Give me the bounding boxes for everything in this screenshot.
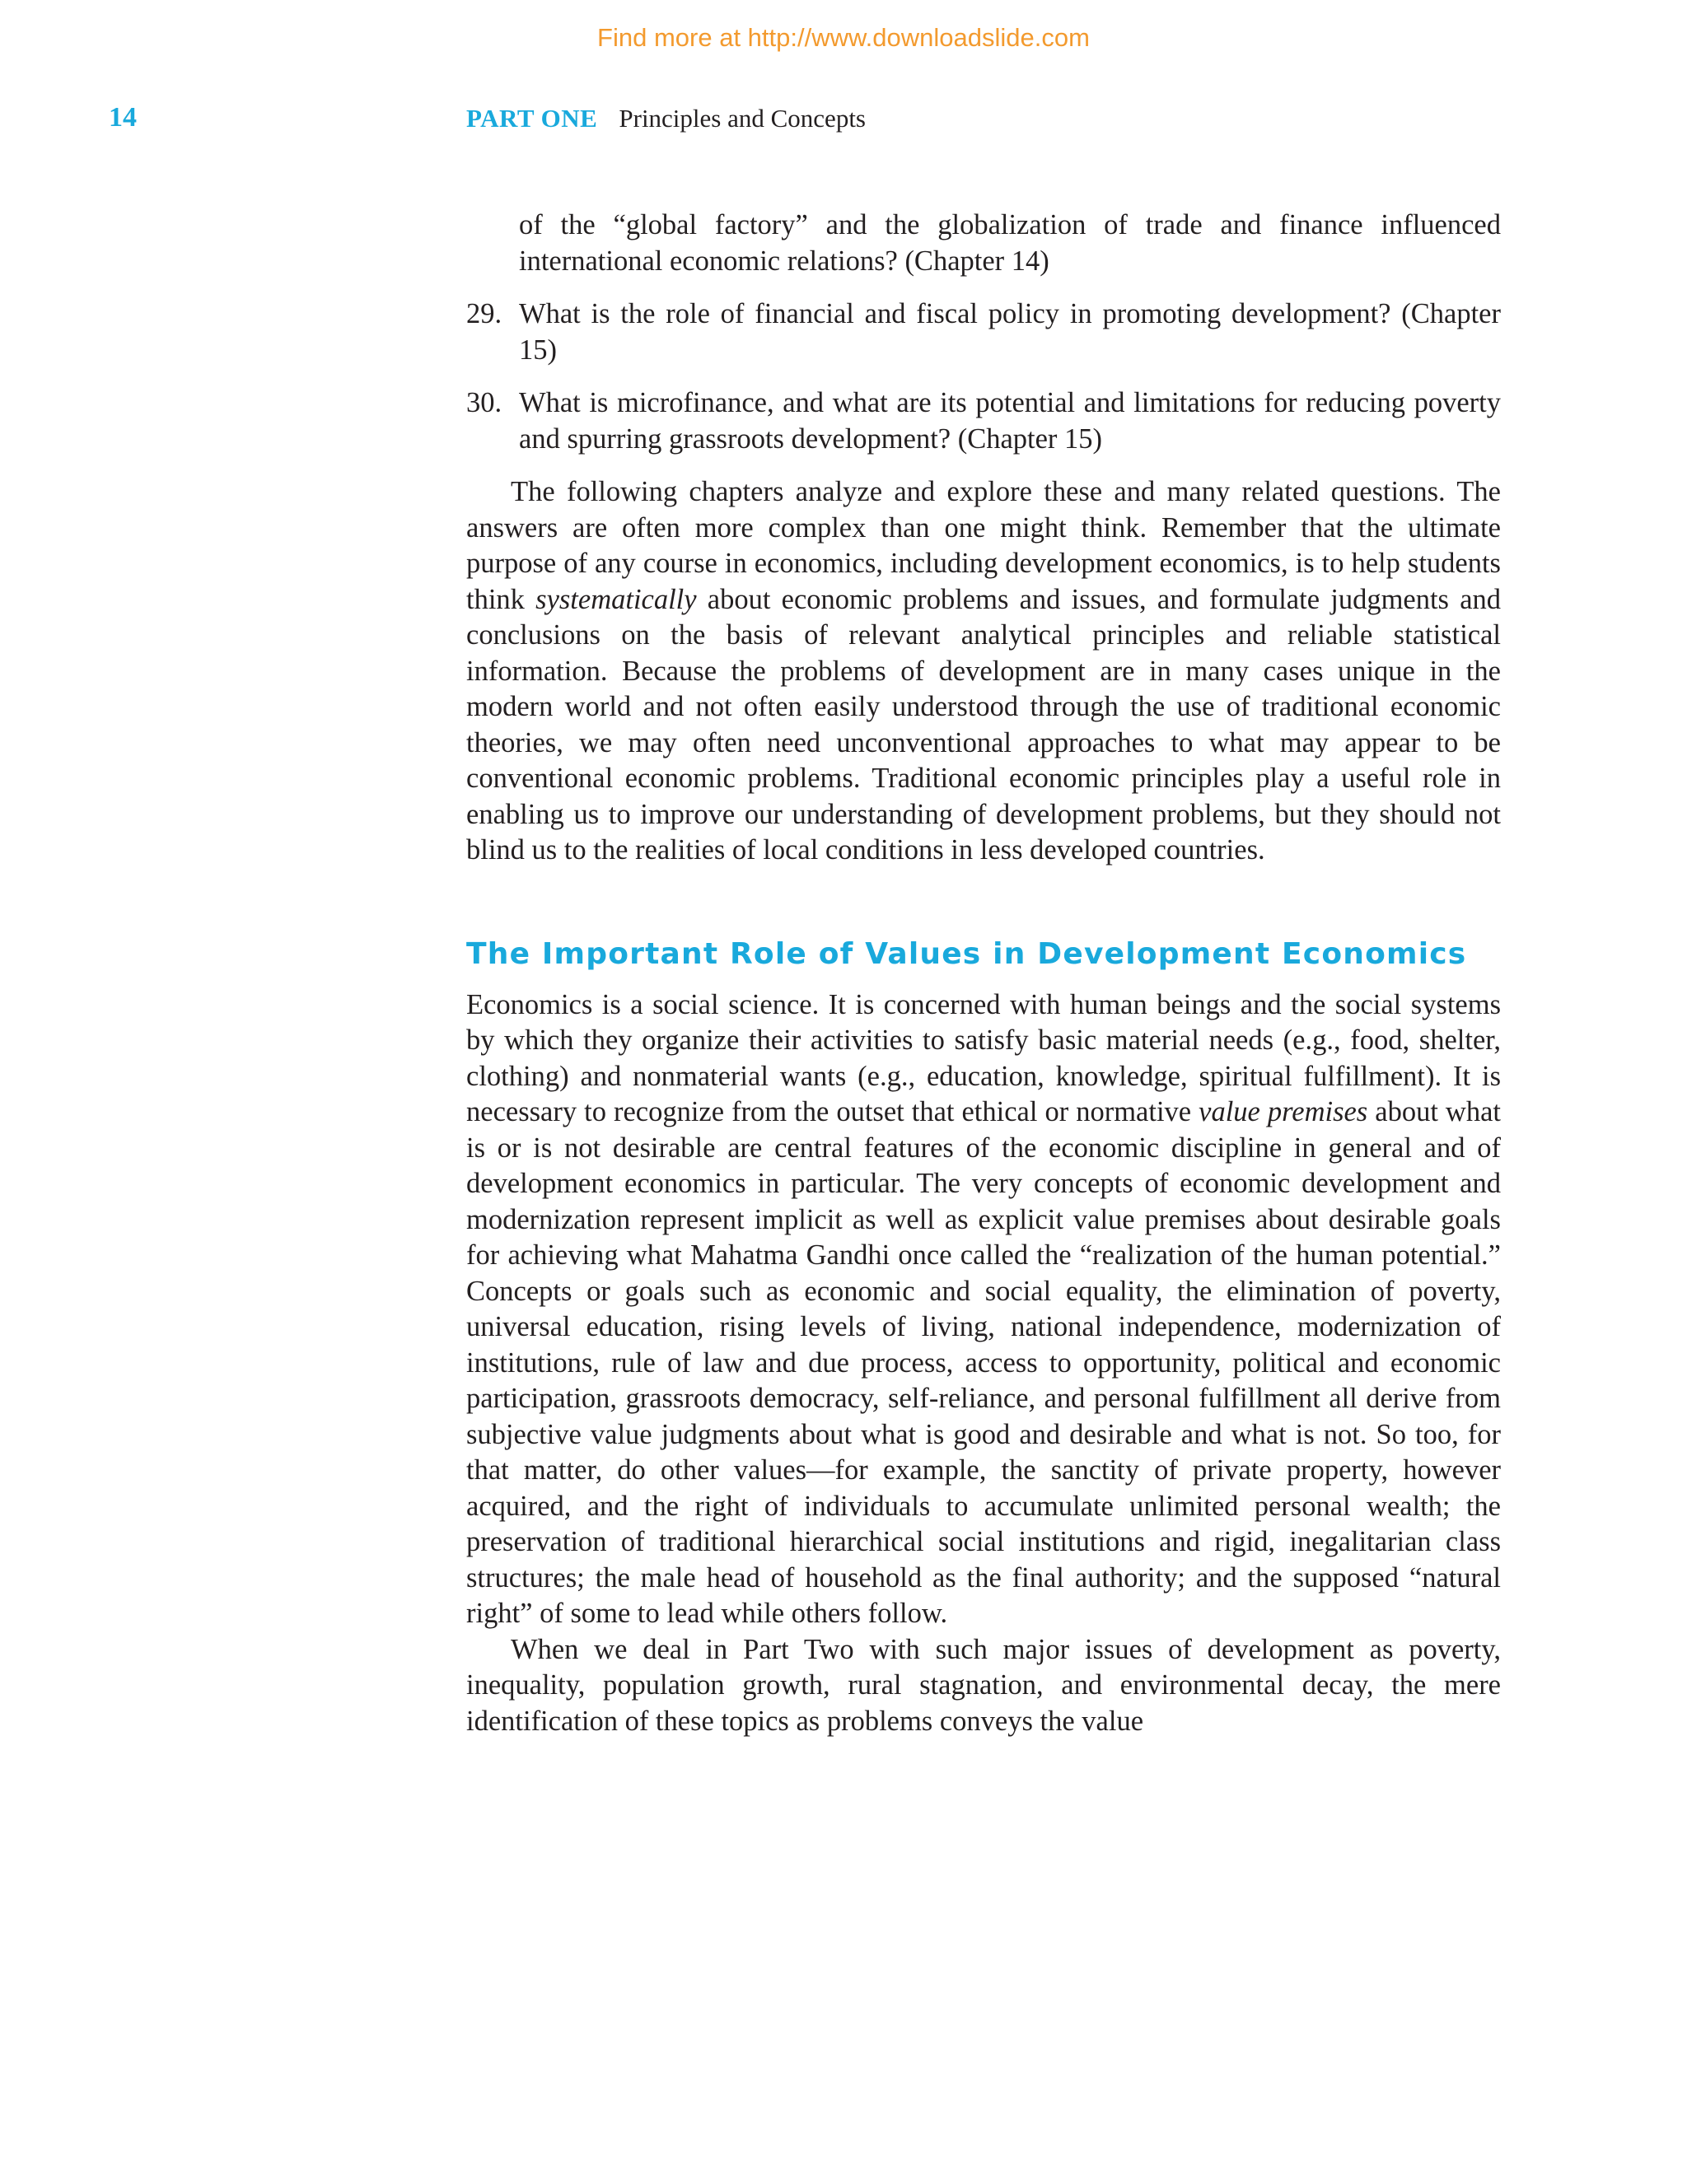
intro-text-1: The following chapters analyze and explore these and many related questions. The answers are often more complex than one might think. Remember that the ultimate purpose of any course in economics, including development economics, is to help students think [466, 476, 1501, 615]
list-item-text: What is the role of financial and fiscal policy in promoting development? (Chapter 15) [519, 298, 1501, 366]
list-item [466, 385, 1501, 457]
list-item [466, 208, 1501, 279]
watermark-link[interactable]: Find more at http://www.downloadslide.com [597, 23, 1090, 52]
question-list [466, 208, 1501, 457]
section-heading: The Important Role of Values in Development Economics [466, 936, 1467, 971]
intro-emphasis: systematically [535, 583, 697, 615]
section-paragraph-2: When we deal in Part Two with such major issues of development as poverty, inequality, population growth, rural stagnation, and environmental decay, the mere identification of these topics as problems conveys the value [466, 1633, 1501, 1737]
list-item-number: 29. [466, 298, 502, 329]
list-item [466, 296, 1501, 368]
part-label: PART ONE [466, 104, 598, 133]
list-item-text: What is microfinance, and what are its potential and limitations for reducing poverty and spurring grassroots development? (Chapter 15) [519, 387, 1501, 455]
intro-text-2: about economic problems and issues, and formulate judgments and conclusions on the basis of relevant analytical principles and reliable statistical information. Because the problems of development are in many cases unique in the modern world and not often easily understood through the use of traditional economic theories, we may often need unconventional approaches to what may appear to be conventional economic problems. Traditional economic principles play a useful role in enabling us to improve our understanding of development problems, but they should not blind us to the realities of local conditions in less developed countries. [466, 583, 1502, 866]
section-text-1: Economics is a social science. It is concerned with human beings and the social systems by which they organize their activities to satisfy basic material needs (e.g., food, shelter, clothing) and nonmaterial wants (e.g., education, knowledge, spiritual fulfillment). It is necessary to recognize from the outset that ethical or normative [466, 988, 1501, 1127]
list-item-text: of the “global factory” and the globalization of trade and finance influenced international economic relations? (Chapter 14) [519, 209, 1501, 277]
page-body [466, 208, 1501, 1739]
intro-paragraph [466, 474, 1501, 869]
page-number: 14 [109, 102, 137, 133]
running-head [466, 104, 866, 133]
part-title: Principles and Concepts [619, 104, 866, 133]
section-paragraph-1 [466, 987, 1501, 1632]
section-text-2: about what is or is not desirable are central features of the economic discipline in general and of development economics in particular. The very concepts of economic development and modernization represent implicit as well as explicit value premises about desirable goals for achieving what Mahatma Gandhi once called the “realization of the human potential.” Concepts or goals such as economic and social equality, the elimination of poverty, universal education, rising levels of living, national independence, modernization of institutions, rule of law and due process, access to opportunity, political and economic participation, grassroots democracy, self-reliance, and personal fulfillment all derive from subjective value judgments about what is good and desirable and what is not. So too, for that matter, do other values—for example, the sanctity of private property, however acquired, and the right of individuals to accumulate unlimited personal wealth; the preservation of traditional hierarchical social institutions and rigid, inegalitarian class structures; the male head of household as the final authority; and the supposed “natural right” of some to lead while others follow. [466, 1096, 1501, 1629]
section-emphasis: value premises [1199, 1096, 1368, 1127]
list-item-number: 30. [466, 387, 502, 418]
